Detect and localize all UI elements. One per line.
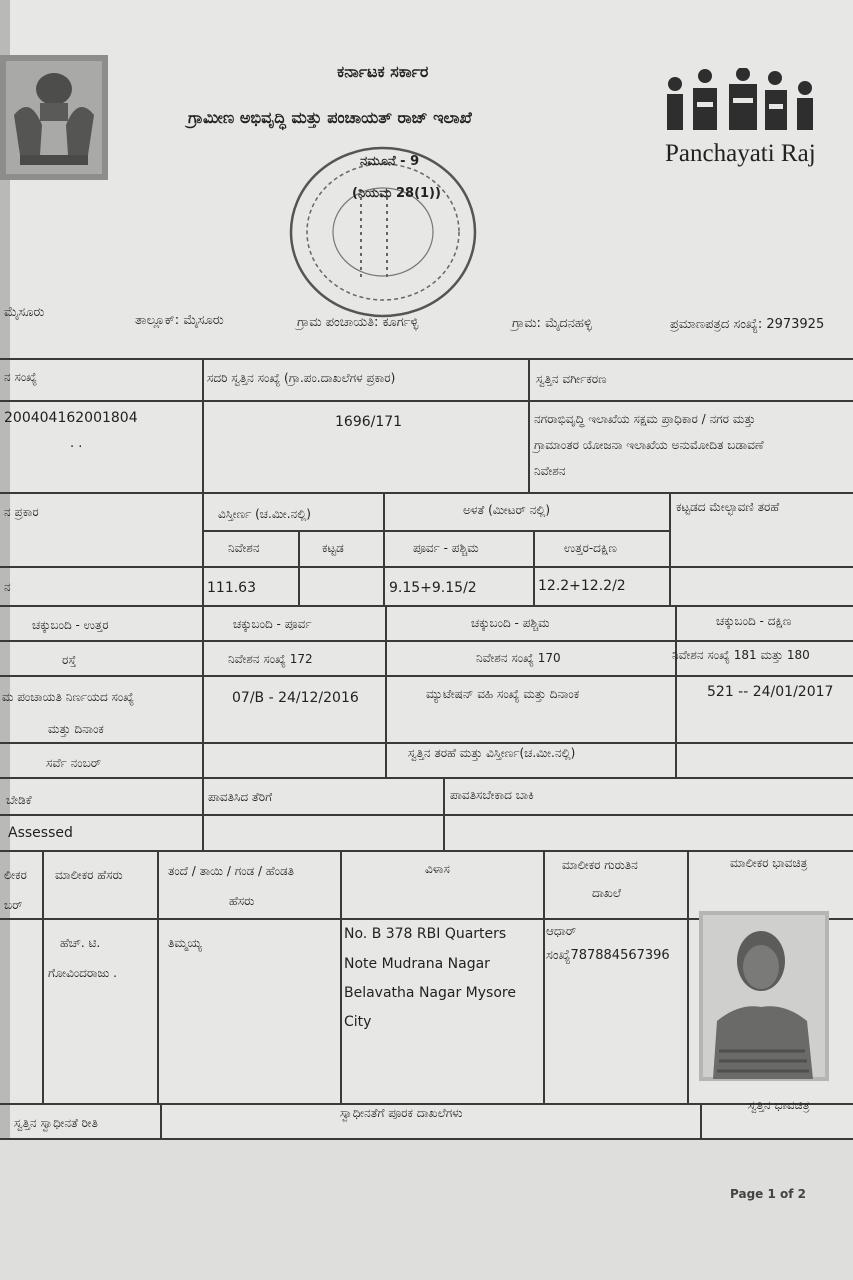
owner-photo-header: ಮಾಲೀಕರ ಭಾವಚಿತ್ರ bbox=[730, 856, 808, 870]
owner-id-line2: ಸಂಖ್ಯೆ787884567396 bbox=[546, 948, 670, 963]
address-line3: Belavatha Nagar Mysore bbox=[344, 985, 516, 1001]
owner-id-header-line1: ಮಾಲೀಕರ ಗುರುತಿನ bbox=[562, 858, 638, 872]
panchayati-raj-logo-text: Panchayati Raj bbox=[665, 140, 816, 167]
resolution-header-line2: ಮತ್ತು ದಿನಾಂಕ bbox=[48, 722, 104, 736]
property-id-value: 200404162001804 bbox=[4, 410, 138, 426]
east-boundary-header: ಚಕ್ಕುಬಂದಿ - ಪೂರ್ವ bbox=[233, 617, 312, 631]
south-boundary-value: ನಿವೇಶನ ಸಂಖ್ಯೆ 181 ಮತ್ತು 180 bbox=[672, 648, 810, 662]
balance-due-header: ಪಾವತಿಸಬೇಕಾದ ಬಾಕಿ bbox=[450, 788, 534, 802]
property-type-area-header: ಸ್ವತ್ತಿನ ತರಹೆ ಮತ್ತು ವಿಸ್ತೀರ್ಣ(ಚ.ಮೀ.ನಲ್ಲಿ) bbox=[408, 746, 576, 760]
west-boundary-header: ಚಕ್ಕುಬಂದಿ - ಪಶ್ಚಿಮ bbox=[471, 616, 550, 630]
property-id-marks: · · bbox=[70, 440, 83, 455]
official-seal-stamp-icon bbox=[287, 145, 479, 320]
owner-number-header-line1: ಲೀಕರ bbox=[4, 868, 27, 882]
north-boundary-header: ಚಕ್ಕುಬಂದಿ - ಉತ್ತರ bbox=[32, 618, 109, 632]
east-boundary-value: ನಿವೇಶನ ಸಂಖ್ಯೆ 172 bbox=[228, 652, 313, 666]
father-name-header-line2: ಹೆಸರು bbox=[229, 894, 255, 908]
owner-name-line2: ಗೋವಿಂದರಾಜು . bbox=[48, 966, 117, 980]
building-subheader: ಕಟ್ಟಡ bbox=[322, 541, 344, 555]
father-name-header-line1: ತಂದೆ / ತಾಯಿ / ಗಂಡ / ಹೆಂಡತಿ bbox=[168, 864, 294, 878]
mutation-value: 521 -- 24/01/2017 bbox=[707, 684, 834, 700]
address-line4: City bbox=[344, 1014, 372, 1030]
north-south-value: 12.2+12.2/2 bbox=[538, 578, 626, 594]
local-property-number-header: ಸದರಿ ಸ್ವತ್ತಿನ ಸಂಖ್ಯೆ (ಗ್ರಾ.ಪಂ.ದಾಖಲೆಗಳ ಪ್ರಕಾರ) bbox=[207, 371, 396, 385]
resolution-value: 07/B - 24/12/2016 bbox=[232, 690, 359, 706]
address-line1: No. B 378 RBI Quarters bbox=[344, 926, 507, 942]
owner-photo-image bbox=[699, 911, 829, 1081]
local-property-number-value: 1696/171 bbox=[335, 414, 403, 430]
owner-id-line1: ಆಧಾರ್ bbox=[546, 924, 577, 938]
property-type-header: ನ ಪ್ರಕಾರ bbox=[4, 505, 39, 519]
demand-header: ಬೇಡಿಕೆ bbox=[6, 793, 32, 807]
classification-value-line2: ಗ್ರಾಮಾಂತರ ಯೋಜನಾ ಇಲಾಖೆಯ ಅನುಮೋದಿತ ಬಡಾವಣೆ bbox=[534, 438, 764, 452]
form-number: ನಮೂನೆ - 9 bbox=[360, 154, 420, 169]
classification-value-line3: ನಿವೇಶನ bbox=[534, 464, 566, 478]
resolution-header-line1: ಮ ಪಂಚಾಯತಿ ನಿರ್ಣಯದ ಸಂಖ್ಯೆ bbox=[2, 690, 135, 704]
site-area-value: 111.63 bbox=[207, 580, 256, 596]
east-west-value: 9.15+9.15/2 bbox=[389, 580, 477, 596]
paid-tax-header: ಪಾವತಿಸಿದ ತೆರಿಗೆ bbox=[208, 790, 273, 804]
assessed-label: Assessed bbox=[8, 825, 73, 841]
property-classification-header: ಸ್ವತ್ತಿನ ವರ್ಗೀಕರಣ bbox=[536, 372, 607, 386]
property-photo-header: ಸ್ವತ್ತಿನ ಭಾವಚಿತ್ರ bbox=[748, 1098, 810, 1112]
page-number: Page 1 of 2 bbox=[730, 1187, 806, 1201]
government-title: ಕರ್ನಾಟಕ ಸರ್ಕಾರ bbox=[337, 62, 429, 81]
department-title: ಗ್ರಾಮೀಣ ಅಭಿವೃದ್ಧಿ ಮತ್ತು ಪಂಚಾಯತ್ ರಾಜ್ ಇಲಾಖೆ bbox=[188, 108, 472, 127]
taluk-label: ತಾಲ್ಲೂಕ್: ಮೈಸೂರು bbox=[135, 313, 224, 328]
gram-panchayat-label: ಗ್ರಾಮ ಪಂಚಾಯತಿ: ಕೂರ್ಗಳ್ಳಿ bbox=[297, 315, 419, 330]
karnataka-emblem-icon bbox=[0, 55, 108, 180]
owner-name-line1: ಹೆಚ್. ಟಿ. bbox=[60, 936, 101, 950]
father-name-value: ತಿಮ್ಮಯ್ಯ bbox=[168, 936, 202, 950]
village-label: ಗ್ರಾಮ: ಮೈದನಹಳ್ಳಿ bbox=[512, 316, 592, 331]
panchayati-raj-logo-icon bbox=[663, 68, 821, 138]
owner-name-header: ಮಾಲೀಕರ ಹೆಸರು bbox=[55, 868, 123, 882]
north-south-subheader: ಉತ್ತರ-ದಕ್ಷಿಣ bbox=[564, 541, 617, 555]
north-boundary-value: ರಸ್ತೆ bbox=[62, 653, 77, 667]
south-boundary-header: ಚಕ್ಕುಬಂದಿ - ದಕ್ಷಿಣ bbox=[716, 614, 792, 628]
page-bottom-area bbox=[0, 1140, 853, 1280]
property-type-value: ನ bbox=[4, 580, 11, 594]
ownership-mode-header: ಸ್ವತ್ತಿನ ಸ್ವಾಧೀನತೆ ರೀತಿ bbox=[14, 1116, 98, 1130]
ownership-documents-header: ಸ್ವಾಧೀನತೆಗೆ ಪೂರಕ ದಾಖಲೆಗಳು bbox=[340, 1106, 463, 1120]
property-number-header: ನ ಸಂಖ್ಯೆ bbox=[4, 370, 38, 384]
owner-number-header-line2: ಬರ್ bbox=[4, 898, 23, 912]
rule-number: (ನಿಯಮ 28(1)) bbox=[352, 186, 441, 201]
area-header: ವಿಸ್ತೀರ್ಣ (ಚ.ಮೀ.ನಲ್ಲಿ) bbox=[218, 507, 311, 521]
roof-construction-header: ಕಟ್ಟಡದ ಮೇಲ್ಛಾವಣಿ ತರಹೆ bbox=[676, 500, 780, 514]
mutation-header: ಮ್ಯುಟೇಷನ್ ವಹಿ ಸಂಖ್ಯೆ ಮತ್ತು ದಿನಾಂಕ bbox=[426, 687, 580, 701]
classification-value-line1: ನಗರಾಭಿವೃದ್ಧಿ ಇಲಾಖೆಯ ಸಕ್ಷಮ ಪ್ರಾಧಿಕಾರ / ನಗರ ಮತ್ತು bbox=[534, 412, 756, 426]
owner-id-header-line2: ದಾಖಲೆ bbox=[592, 886, 621, 900]
certificate-number: ಪ್ರಮಾಣಪತ್ರದ ಸಂಖ್ಯೆ: 2973925 bbox=[670, 317, 825, 332]
site-subheader: ನಿವೇಶನ bbox=[228, 541, 260, 555]
address-line2: Note Mudrana Nagar bbox=[344, 956, 490, 972]
district-label: ಮೈಸೂರು bbox=[4, 305, 45, 320]
address-header: ವಿಳಾಸ bbox=[425, 862, 450, 876]
measurement-header: ಅಳತೆ (ಮೀಟರ್ ನಲ್ಲಿ) bbox=[463, 503, 551, 517]
west-boundary-value: ನಿವೇಶನ ಸಂಖ್ಯೆ 170 bbox=[476, 651, 561, 665]
survey-number-header: ಸರ್ವೆ ನಂಬರ್ bbox=[46, 756, 101, 770]
east-west-subheader: ಪೂರ್ವ - ಪಶ್ಚಿಮ bbox=[413, 541, 479, 555]
